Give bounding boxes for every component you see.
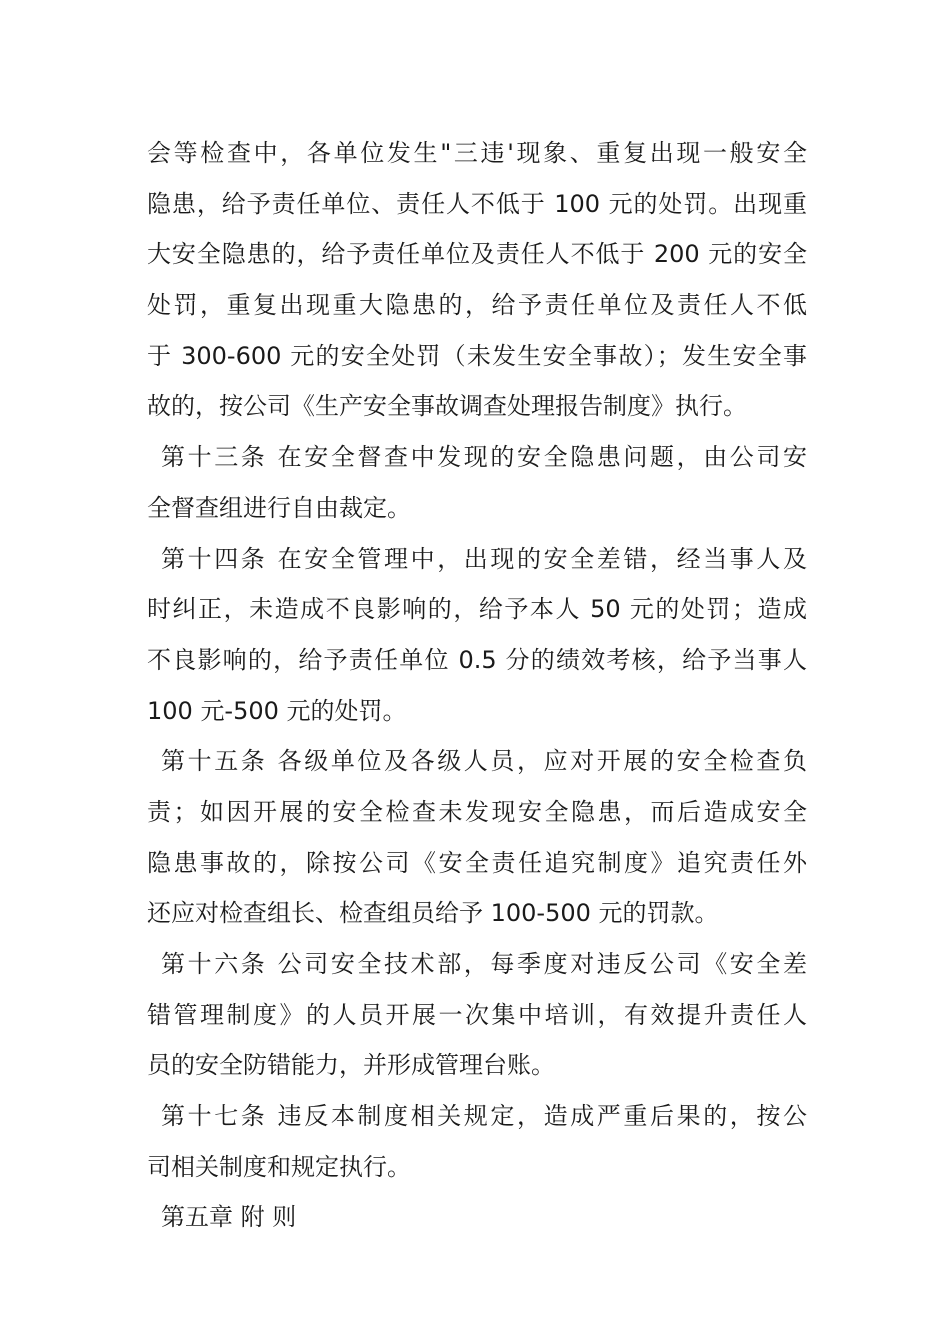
- text-line: 处罚，重复出现重大隐患的，给予责任单位及责任人不低: [147, 291, 807, 320]
- article-16-start: 第十六条 公司安全技术部，每季度对违反公司《安全差: [161, 950, 807, 978]
- article-14-start: 第十四条 在安全管理中，出现的安全差错，经当事人及: [161, 544, 807, 573]
- text-line: 会等检查中，各单位发生"三违'现象、重复出现一般安全: [147, 139, 807, 167]
- text-line: 100 元-500 元的处罚。: [147, 696, 407, 725]
- text-line: 故的，按公司《生产安全事故调查处理报告制度》执行。: [147, 392, 747, 421]
- text-line: 于 300-600 元的安全处罚（未发生安全事故）；发生安全事: [147, 341, 807, 370]
- article-17-start: 第十七条 违反本制度相关规定，造成严重后果的，按公: [161, 1102, 807, 1131]
- article-15-start: 第十五条 各级单位及各级人员，应对开展的安全检查负: [161, 747, 807, 776]
- text-line: 错管理制度》的人员开展一次集中培训，有效提升责任人: [147, 1000, 807, 1029]
- text-line: 隐患，给予责任单位、责任人不低于 100 元的处罚。出现重: [147, 189, 807, 218]
- text-line: 司相关制度和规定执行。: [147, 1152, 411, 1181]
- text-line: 还应对检查组长、检查组员给予 100-500 元的罚款。: [147, 899, 719, 928]
- text-line: 隐患事故的，除按公司《安全责任追究制度》追究责任外: [147, 848, 807, 877]
- article-13-start: 第十三条 在安全督查中发现的安全隐患问题，由公司安: [161, 443, 807, 472]
- text-line: 员的安全防错能力，并形成管理台账。: [147, 1051, 555, 1080]
- text-line: 责；如因开展的安全检查未发现安全隐患，而后造成安全: [147, 797, 807, 826]
- text-line: 时纠正，未造成不良影响的，给予本人 50 元的处罚；造成: [147, 595, 807, 624]
- text-line: 不良影响的，给予责任单位 0.5 分的绩效考核，给予当事人: [147, 645, 807, 674]
- text-line: 大安全隐患的，给予责任单位及责任人不低于 200 元的安全: [147, 240, 807, 269]
- text-line: 全督查组进行自由裁定。: [147, 493, 411, 522]
- chapter-heading: 第五章 附 则: [161, 1203, 297, 1232]
- document-body: [147, 128, 807, 1243]
